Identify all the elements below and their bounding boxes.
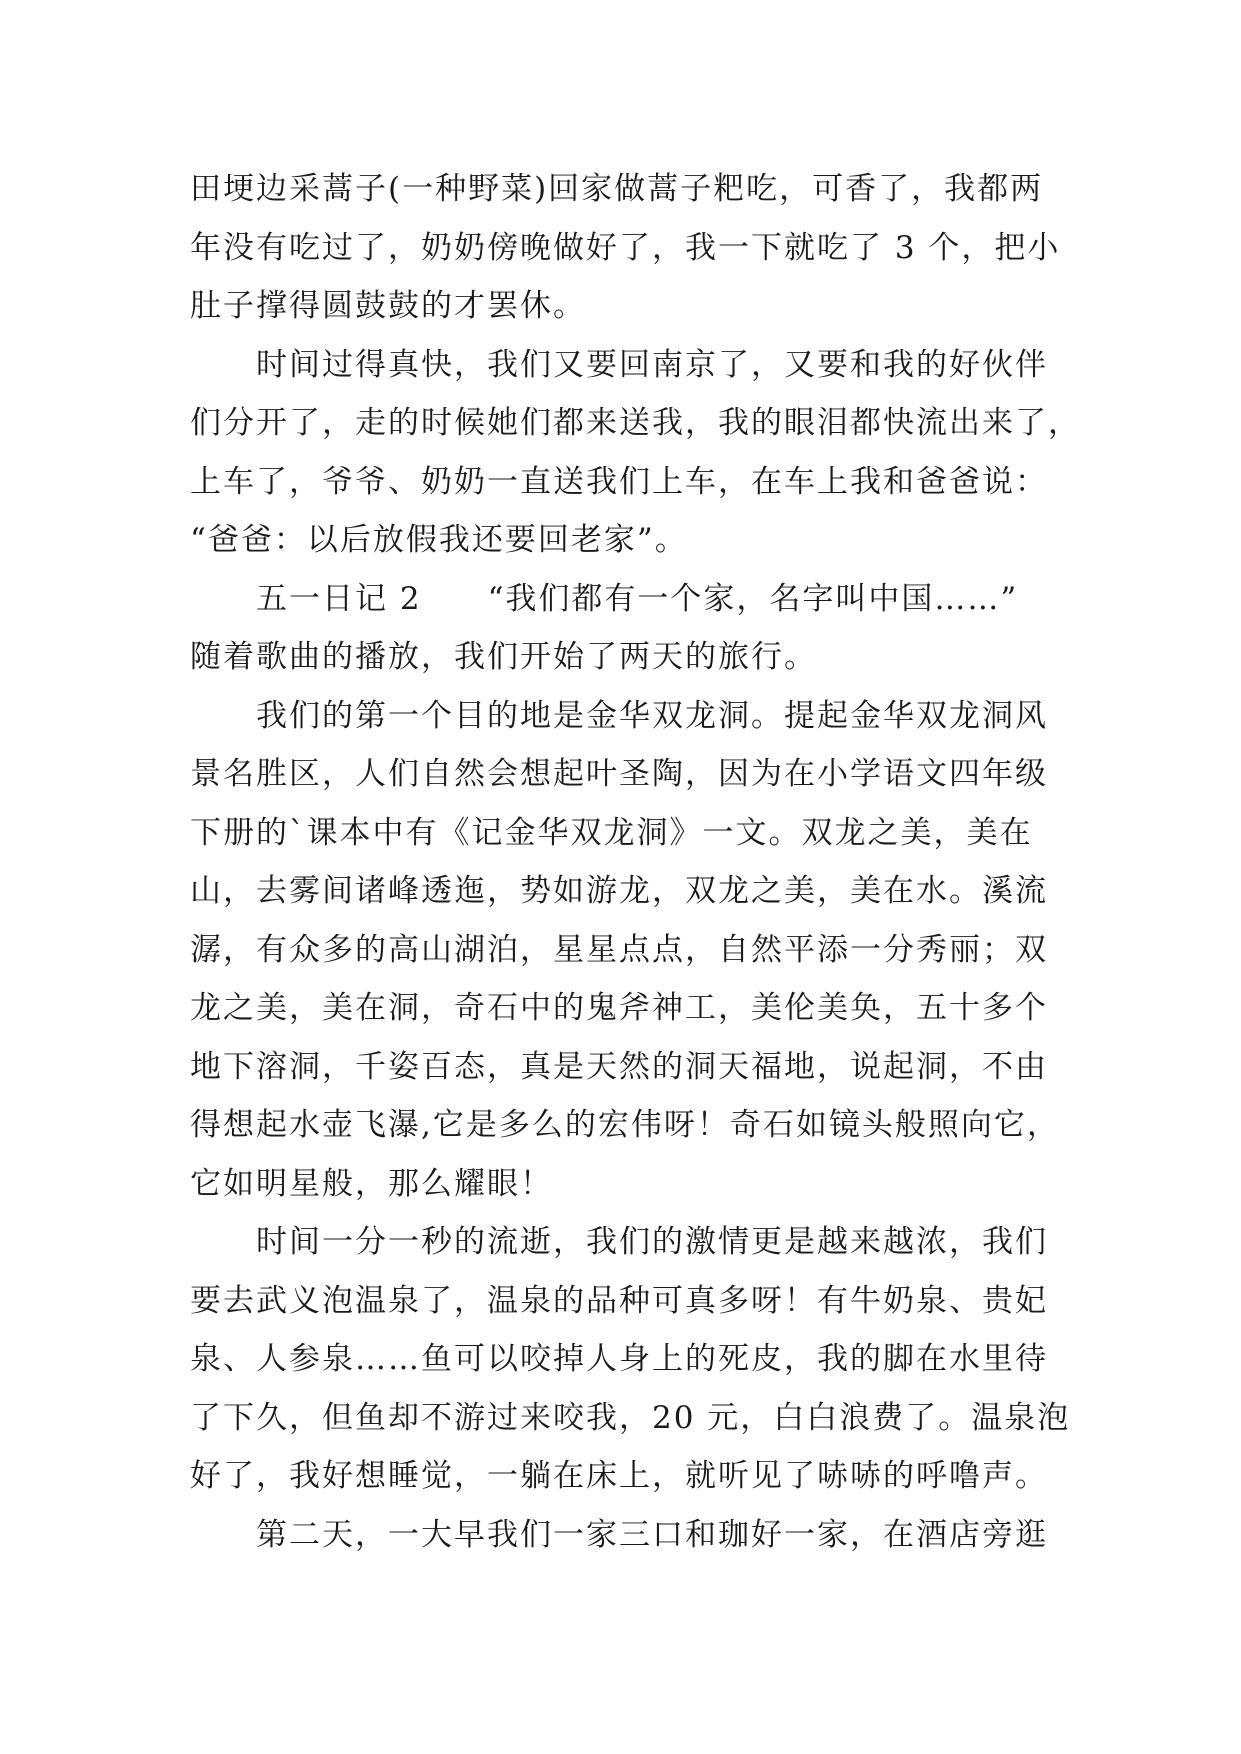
text-line: 年没有吃过了，奶奶傍晚做好了，我一下就吃了 3 个，把小: [190, 229, 1061, 266]
text-line: 田埂边采蒿子(一种野菜)回家做蒿子粑吃，可香了，我都两: [190, 171, 1044, 207]
text-line: 上车了，爷爷、奶奶一直送我们上车，在车上我和爸爸说：: [190, 463, 1048, 500]
paragraph-start-line: 我们的第一个目的地是金华双龙洞。提起金华双龙洞风: [256, 697, 1048, 734]
text-line: “爸爸：以后放假我还要回老家”。: [190, 522, 688, 558]
text-line: 了下久，但鱼却不游过来咬我，20 元，白白浪费了。温泉泡: [190, 1399, 1071, 1436]
paragraph-start-line: 时间过得真快，我们又要回南京了，又要和我的好伙伴: [256, 346, 1048, 383]
text-line: 地下溶洞，千姿百态，真是天然的洞天福地，说起洞，不由: [190, 1048, 1048, 1085]
diary-heading-line: 五一日记 2 “我们都有一个家，名字叫中国……”: [256, 580, 1019, 617]
text-line: 要去武义泡温泉了，温泉的品种可真多呀！有牛奶泉、贵妃: [190, 1282, 1048, 1319]
document-body: [190, 160, 1081, 1564]
text-line: 泉、人参泉……鱼可以咬掉人身上的死皮，我的脚在水里待: [190, 1341, 1048, 1377]
text-line: 潺，有众多的高山湖泊，星星点点，自然平添一分秀丽；双: [190, 931, 1048, 968]
text-line: 龙之美，美在洞，奇石中的鬼斧神工，美伦美奂，五十多个: [190, 990, 1048, 1026]
text-line: 好了，我好想睡觉，一躺在床上，就听见了哧哧的呼噜声。: [190, 1458, 1048, 1494]
paragraph-start-line: 第二天，一大早我们一家三口和珈好一家，在酒店旁逛: [256, 1516, 1048, 1553]
text-line: 山，去雾间诸峰透迤，势如游龙，双龙之美，美在水。溪流: [190, 873, 1048, 909]
text-line: 随着歌曲的播放，我们开始了两天的旅行。: [190, 639, 817, 675]
text-line: 景名胜区，人们自然会想起叶圣陶，因为在小学语文四年级: [190, 756, 1048, 792]
text-line: 们分开了，走的时候她们都来送我，我的眼泪都快流出来了，: [190, 405, 1081, 441]
text-line: 下册的`课本中有《记金华双龙洞》一文。双龙之美，美在: [190, 814, 1033, 851]
text-line: 肚子撑得圆鼓鼓的才罢休。: [190, 288, 586, 324]
text-line: 它如明星般，那么耀眼！: [190, 1165, 553, 1202]
paragraph-start-line: 时间一分一秒的流逝，我们的激情更是越来越浓，我们: [256, 1224, 1048, 1260]
text-line: 得想起水壶飞瀑,它是多么的宏伟呀！奇石如镜头般照向它，: [190, 1107, 1060, 1143]
